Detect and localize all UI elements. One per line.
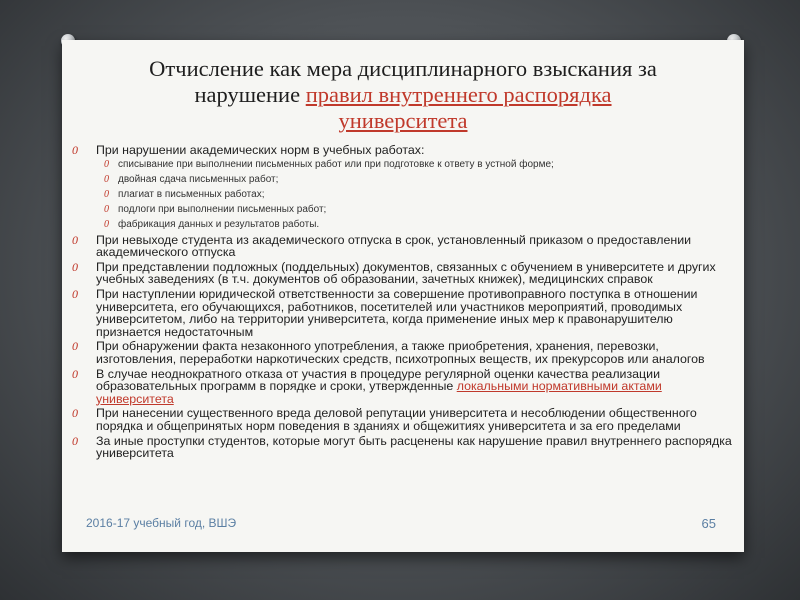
- bullet-icon: 0: [72, 286, 78, 301]
- university-link[interactable]: университета: [338, 108, 468, 133]
- bullet-icon: 0: [104, 218, 109, 230]
- sub-list-item: [68, 174, 736, 186]
- bullet-icon: 0: [72, 339, 78, 354]
- item-text: При представлении подложных (поддельных) документов, связанных с обучением в университете и других учебных заведениях (в т.ч. документов об образовании, зачетных книжек), медицинских справок: [96, 259, 716, 287]
- bullet-icon: 0: [72, 232, 78, 247]
- title-line-3: [62, 108, 744, 134]
- slide: [62, 40, 744, 552]
- title-text: нарушение: [194, 82, 306, 107]
- item-text: плагиат в письменных работах;: [118, 188, 265, 200]
- sub-list-item: [68, 219, 736, 231]
- item-text: двойная сдача письменных работ;: [118, 173, 279, 185]
- page-number: 65: [701, 516, 716, 531]
- list-item: [68, 407, 736, 432]
- bullet-icon: 0: [72, 366, 78, 381]
- item-text: подлоги при выполнении письменных работ;: [118, 203, 327, 215]
- bullet-icon: 0: [104, 203, 109, 215]
- bullet-icon: 0: [72, 433, 78, 448]
- slide-title: [62, 56, 744, 134]
- list-item: [68, 368, 736, 406]
- bullet-icon: 0: [72, 259, 78, 274]
- sub-list-item: [68, 189, 736, 201]
- local-acts-link[interactable]: локальными нормативными актами университета: [96, 379, 662, 406]
- list-item: [68, 261, 736, 286]
- sub-list-item: [68, 204, 736, 216]
- bullet-icon: 0: [104, 173, 109, 185]
- item-text: При наступлении юридической ответственности за совершение противоправного поступка в отношении университета, его обучающихся, работников, посетителей или участников мероприятий, проводимых университетом, либо на территории университета, когда применение иных мер к правонарушителю признается недостаточным: [96, 286, 698, 339]
- item-text: За иные проступки студентов, которые могут быть расценены как нарушение правил внутреннего распорядка университета: [96, 433, 732, 461]
- item-text: При невыходе студента из академического отпуска в срок, установленный приказом о предоставлении академического отпуска: [96, 232, 692, 260]
- list-item: [68, 288, 736, 338]
- title-line-2: [62, 82, 744, 108]
- item-text: фабрикация данных и результатов работы.: [118, 218, 320, 230]
- item-text: В случае неоднократного отказа от участия в процедуре регулярной оценки качества реализации образовательных программ в порядке и сроки, утвержденные: [96, 366, 660, 394]
- list-item: [68, 234, 736, 259]
- title-line-1: Отчисление как мера дисциплинарного взыскания за: [149, 56, 657, 81]
- item-text: списывание при выполнении письменных работ или при подготовке к ответу в устной форме;: [118, 158, 554, 170]
- bullet-icon: 0: [104, 188, 109, 200]
- item-text: При нарушении академических норм в учебных работах:: [96, 143, 425, 157]
- item-text: При обнаружении факта незаконного употребления, а также приобретения, хранения, перевозки, изготовления, переработки наркотических средств, психотропных веществ, их прекурсоров или аналогов: [96, 339, 705, 366]
- list-item: [68, 340, 736, 365]
- item-text: При нанесении существенного вреда деловой репутации университета и несоблюдении общественного порядка и общепринятых норм поведения в зданиях и общежитиях университета и за его пределами: [96, 406, 697, 433]
- footer-date: 2016-17 учебный год, ВШЭ: [86, 516, 237, 530]
- bullet-icon: 0: [104, 158, 109, 170]
- bullet-icon: 0: [72, 406, 78, 421]
- list-item: [68, 144, 736, 157]
- sub-list-item: [68, 159, 736, 171]
- bullet-icon: 0: [72, 143, 78, 157]
- rules-link[interactable]: правил внутреннего распорядка: [305, 82, 612, 107]
- list-item: [68, 435, 736, 460]
- bullet-list: [68, 144, 736, 462]
